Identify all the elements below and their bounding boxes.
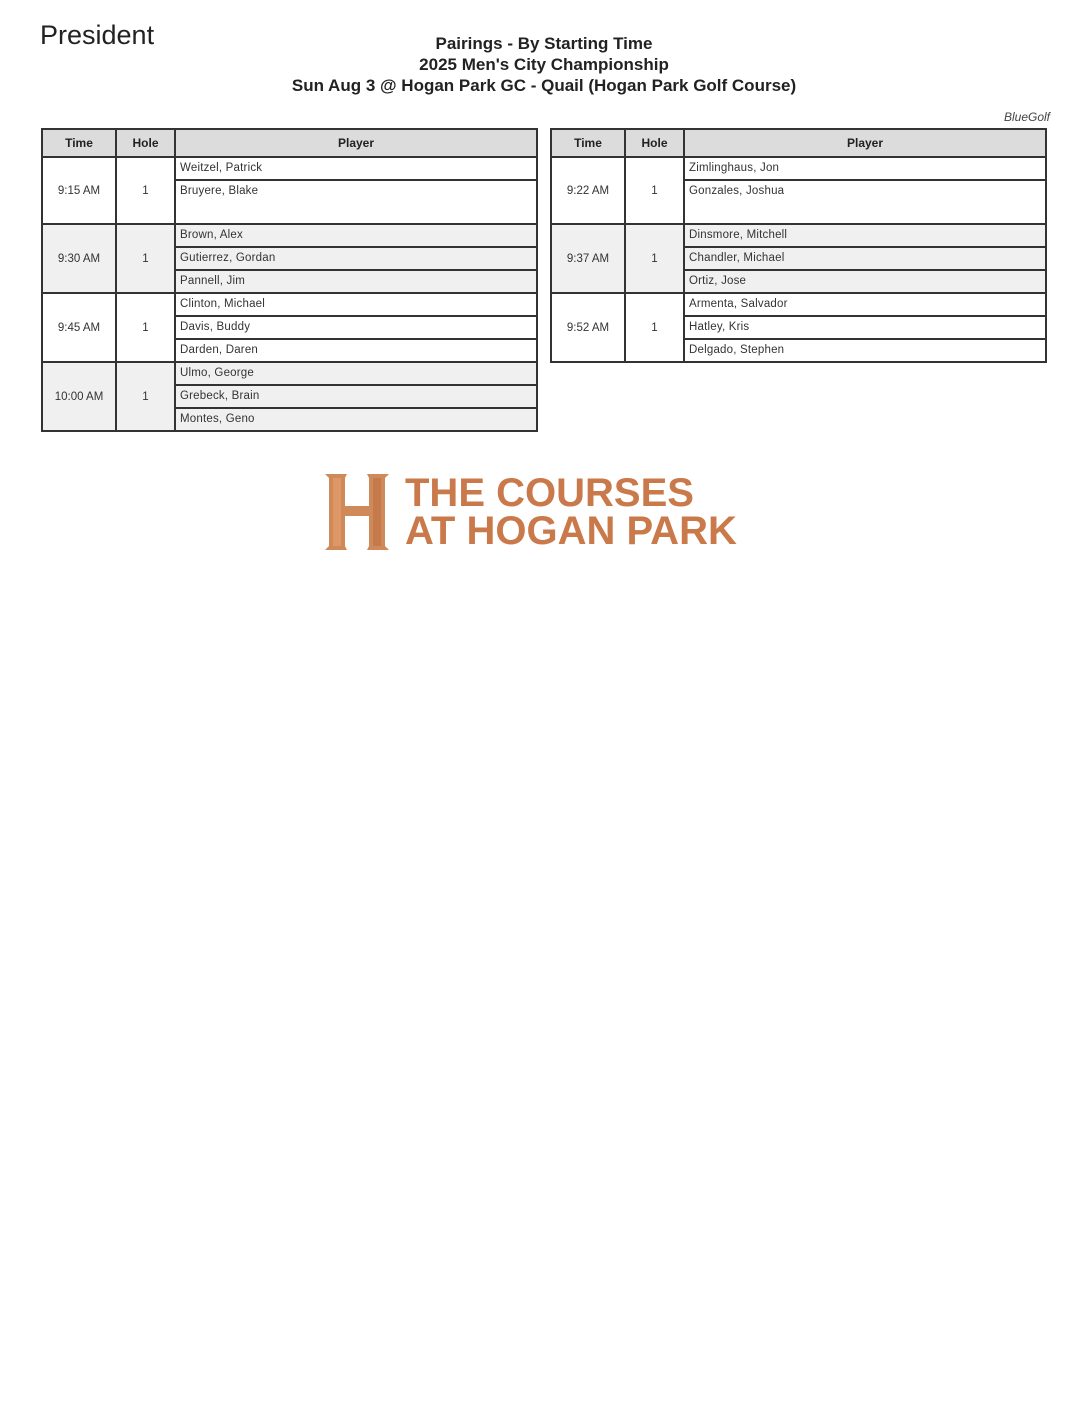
h-monogram-icon xyxy=(323,472,391,552)
tee-time: 9:30 AM xyxy=(42,224,116,293)
player-name: Bruyere, Blake xyxy=(180,185,259,197)
tee-time: 9:37 AM xyxy=(551,224,625,293)
tee-time-group xyxy=(551,157,1046,224)
tee-time-group xyxy=(551,224,1046,293)
player-name: Gonzales, Joshua xyxy=(689,185,785,197)
player-name: Armenta, Salvador xyxy=(685,294,1045,317)
column-header-time: Time xyxy=(42,129,116,157)
tee-time: 9:45 AM xyxy=(42,293,116,362)
player-name: Weitzel, Patrick xyxy=(176,158,536,181)
player-name: Delgado, Stephen xyxy=(689,344,785,356)
title-line-1: Pairings - By Starting Time xyxy=(435,34,653,53)
starting-hole: 1 xyxy=(116,224,175,293)
column-header-time: Time xyxy=(551,129,625,157)
player-name: Davis, Buddy xyxy=(176,317,536,340)
tee-time-group xyxy=(42,157,537,224)
starting-hole: 1 xyxy=(625,157,684,224)
tee-time: 10:00 AM xyxy=(42,362,116,431)
player-name: Ortiz, Jose xyxy=(689,275,747,287)
logo-wordmark xyxy=(405,471,737,553)
tee-time: 9:22 AM xyxy=(551,157,625,224)
tee-time-group xyxy=(42,293,537,362)
player-name: Chandler, Michael xyxy=(685,248,1045,271)
starting-hole: 1 xyxy=(116,362,175,431)
player-name: Hatley, Kris xyxy=(685,317,1045,340)
hogan-park-logo xyxy=(323,472,737,552)
player-name: Brown, Alex xyxy=(176,225,536,248)
column-header-player: Player xyxy=(175,129,537,157)
title-line-2: 2025 Men's City Championship xyxy=(419,55,669,74)
column-header-hole: Hole xyxy=(116,129,175,157)
logo-line-2: AT HOGAN PARK xyxy=(405,509,737,553)
player-name: Ulmo, George xyxy=(176,363,536,386)
player-name: Darden, Daren xyxy=(180,344,259,356)
player-name: Dinsmore, Mitchell xyxy=(685,225,1045,248)
pairings-table-right xyxy=(550,128,1047,363)
starting-hole: 1 xyxy=(625,224,684,293)
starting-hole: 1 xyxy=(116,293,175,362)
logo-line-1: THE COURSES xyxy=(405,471,694,515)
flight-label: President xyxy=(40,20,155,50)
tee-time-group xyxy=(551,293,1046,362)
tee-time: 9:52 AM xyxy=(551,293,625,362)
player-name: Zimlinghaus, Jon xyxy=(685,158,1045,181)
player-name: Pannell, Jim xyxy=(180,275,246,287)
bluegolf-tag: BlueGolf xyxy=(1003,110,1050,124)
page-title xyxy=(0,33,1088,96)
pairings-table-left xyxy=(41,128,538,432)
tee-time: 9:15 AM xyxy=(42,157,116,224)
column-header-hole: Hole xyxy=(625,129,684,157)
starting-hole: 1 xyxy=(625,293,684,362)
player-name: Gutierrez, Gordan xyxy=(176,248,536,271)
tee-time-group xyxy=(42,362,537,431)
column-header-player: Player xyxy=(684,129,1046,157)
title-line-3: Sun Aug 3 @ Hogan Park GC - Quail (Hogan Park Golf Course) xyxy=(291,76,797,95)
starting-hole: 1 xyxy=(116,157,175,224)
player-name: Grebeck, Brain xyxy=(176,386,536,409)
tee-time-group xyxy=(42,224,537,293)
player-name: Montes, Geno xyxy=(180,413,255,425)
player-name: Clinton, Michael xyxy=(176,294,536,317)
